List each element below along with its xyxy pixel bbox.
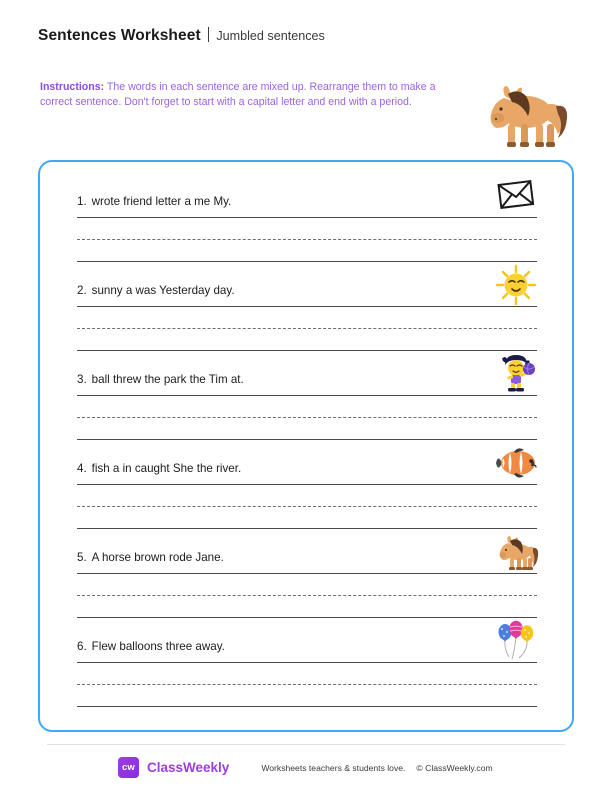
horse-icon	[492, 530, 540, 574]
writing-line-dashed	[77, 595, 537, 596]
sentence-number: 2.	[77, 284, 87, 297]
sentence-text	[77, 284, 235, 297]
sentence-body: ball threw the park the Tim at.	[91, 373, 244, 386]
sentence-body: Flew balloons three away.	[91, 640, 225, 653]
boy-throwing-ball-icon	[492, 352, 540, 396]
writing-line-baseline	[77, 261, 537, 262]
sentence-body: fish a in caught She the river.	[91, 462, 242, 475]
writing-line-dashed	[77, 417, 537, 418]
sentence-text	[77, 373, 244, 386]
writing-line-solid	[77, 573, 537, 574]
writing-line-baseline	[77, 350, 537, 351]
footer-copyright: © ClassWeekly.com	[416, 762, 493, 773]
sentence-rows	[62, 176, 552, 710]
writing-line-dashed	[77, 684, 537, 685]
writing-line-solid	[77, 217, 537, 218]
sentence-row[interactable]	[62, 532, 552, 621]
sentence-body: sunny a was Yesterday day.	[91, 284, 235, 297]
instructions-block	[40, 80, 465, 111]
balloons-icon	[492, 619, 540, 663]
writing-line-dashed	[77, 506, 537, 507]
sentence-text	[77, 551, 224, 564]
sentence-row[interactable]	[62, 621, 552, 710]
sun-icon	[492, 263, 540, 307]
page-header	[38, 25, 325, 45]
sentence-text	[77, 640, 225, 653]
sentence-number: 6.	[77, 640, 87, 653]
sentence-row[interactable]	[62, 265, 552, 354]
writing-line-dashed	[77, 328, 537, 329]
writing-line-dashed	[77, 239, 537, 240]
page-title: Sentences Worksheet	[38, 27, 201, 44]
sentence-row[interactable]	[62, 443, 552, 532]
page-subtitle: Jumbled sentences	[216, 29, 325, 43]
sentence-number: 1.	[77, 195, 87, 208]
writing-line-solid	[77, 306, 537, 307]
sentence-row[interactable]	[62, 176, 552, 265]
worksheet-container	[38, 160, 574, 732]
classweekly-logo-text: ClassWeekly	[147, 760, 230, 775]
writing-line-baseline	[77, 617, 537, 618]
sentence-body: A horse brown rode Jane.	[91, 551, 224, 564]
envelope-icon	[492, 174, 540, 218]
writing-line-baseline	[77, 528, 537, 529]
instructions-text: The words in each sentence are mixed up. Rearrange them to make a correct sentence. Don't forget to start with a capital letter and end with a period.	[40, 81, 436, 109]
sentence-body: wrote friend letter a me My.	[91, 195, 232, 208]
writing-line-solid	[77, 395, 537, 396]
sentence-text	[77, 195, 231, 208]
sentence-number: 4.	[77, 462, 87, 475]
sentence-number: 5.	[77, 551, 87, 564]
footer-divider	[47, 744, 565, 745]
sentence-row[interactable]	[62, 354, 552, 443]
footer-tagline: Worksheets teachers & students love.	[261, 762, 406, 773]
sentence-text	[77, 462, 241, 475]
writing-line-solid	[77, 662, 537, 663]
footer	[118, 757, 493, 778]
clownfish-icon	[492, 441, 540, 485]
horse-illustration-icon	[474, 76, 574, 154]
writing-line-baseline	[77, 439, 537, 440]
writing-line-baseline	[77, 706, 537, 707]
writing-line-solid	[77, 484, 537, 485]
sentence-number: 3.	[77, 373, 87, 386]
classweekly-logo-badge: cw	[118, 757, 139, 778]
instructions-label: Instructions:	[40, 81, 105, 93]
title-divider	[208, 27, 210, 42]
